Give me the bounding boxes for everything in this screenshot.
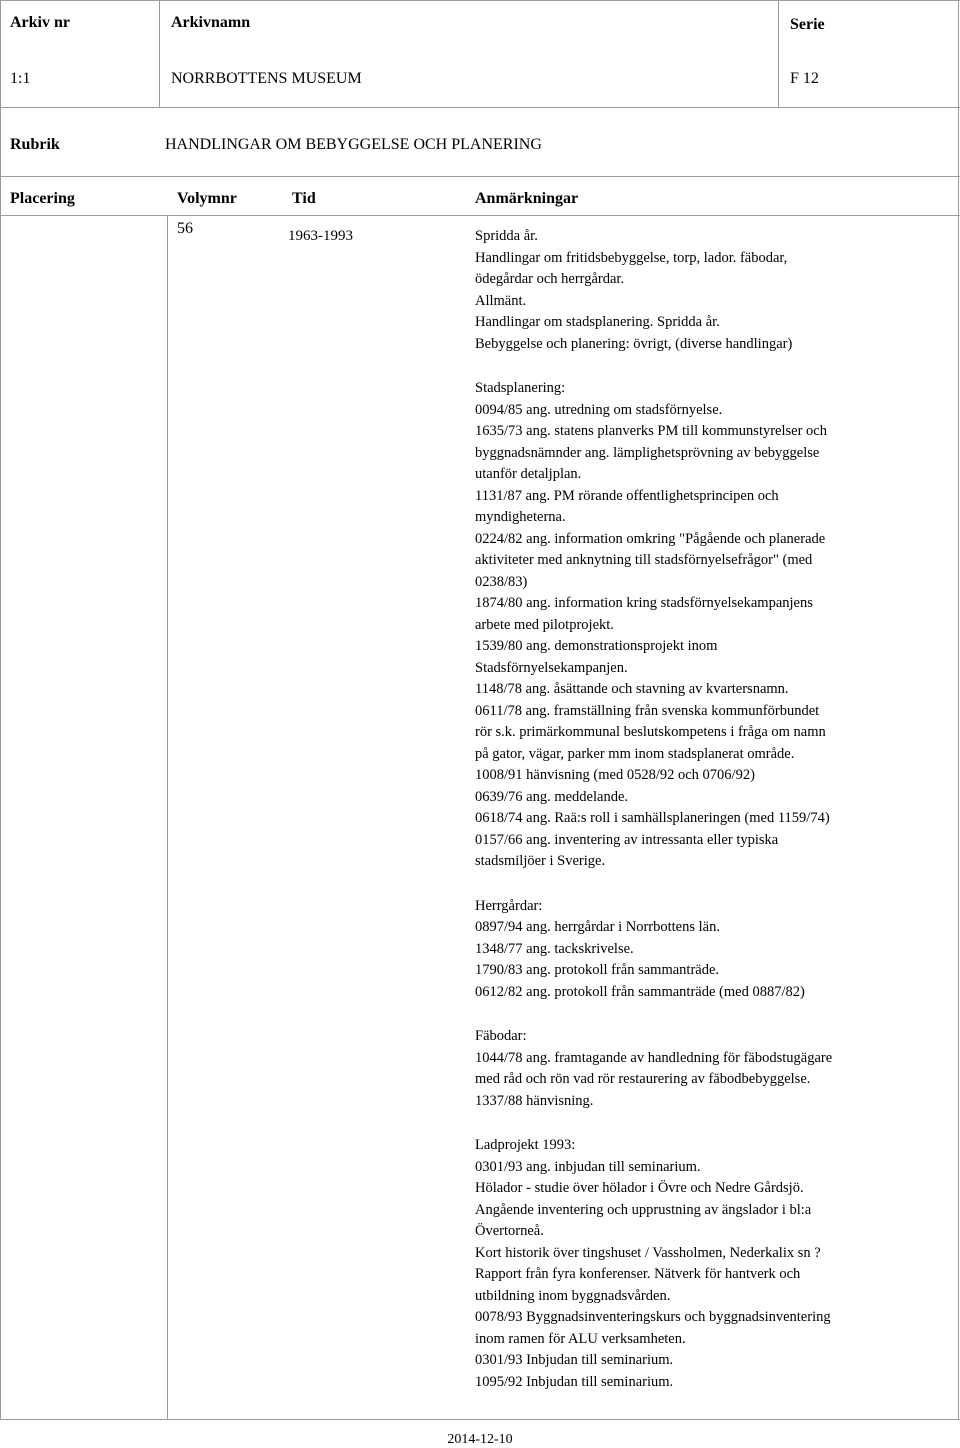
note-line: inom ramen för ALU verksamheten. [475,1330,686,1347]
anmarkningar-column-header: Anmärkningar [475,190,579,207]
note-line: 1790/83 ang. protokoll från sammanträde. [475,962,720,978]
serie-label: Serie [790,16,825,33]
arkivnamn-label: Arkivnamn [171,14,251,31]
arkivnamn-value: NORRBOTTENS MUSEUM [171,70,362,87]
note-line: Handlingar om stadsplanering. Spridda år. [475,314,720,330]
note-line: 0301/93 ang. inbjudan till seminarium. [475,1158,701,1175]
rubrik-label: Rubrik [10,136,60,153]
rubrik-value: HANDLINGAR OM BEBYGGELSE OCH PLANERING [165,136,542,153]
header-row-divider [0,107,960,108]
note-line: Angående inventering och upprustning av ängslador i bl:a [475,1201,812,1218]
note-line: aktiviteter med anknytning till stadsförnyelsefrågor" (med [475,552,813,568]
note-line: 1348/77 ang. tackskrivelse. [475,940,634,957]
notes-spacer [475,355,915,378]
note-line: 1635/73 ang. statens planverks PM till kommunstyrelser och [475,423,827,439]
volymnr-column-header: Volymnr [177,190,237,207]
note-line: Ladprojekt 1993: [475,1137,576,1153]
note-line: 0224/82 ang. information omkring "Pågående och planerade [475,530,826,547]
note-line: 0301/93 Inbjudan till seminarium. [475,1352,674,1368]
note-line: 0078/93 Byggnadsinventeringskurs och byggnadsinventering [475,1309,831,1325]
note-line: 0611/78 ang. framställning från svenska kommunförbundet [475,702,820,719]
note-line: 0639/76 ang. meddelande. [475,788,629,805]
note-line: 1148/78 ang. åsättande och stavning av kvartersnamn. [475,681,789,697]
header-col-divider-1 [159,0,160,108]
note-line: rör s.k. primärkommunal beslutskompetens i fråga om namn [475,724,826,740]
tid-column-header: Tid [292,190,316,207]
note-line: 0612/82 ang. protokoll från sammanträde (med 0887/82) [475,983,805,1000]
note-line: 0094/85 ang. utredning om stadsförnyelse. [475,401,723,418]
note-line: på gator, vägar, parker mm inom stadsplanerat område. [475,745,795,762]
footer-date: 2014-12-10 [447,1432,513,1447]
tid-value: 1963-1993 [288,228,353,244]
placering-column-header: Placering [10,190,75,207]
note-line: Rapport från fyra konferenser. Nätverk för hantverk och [475,1266,801,1282]
note-line: 0897/94 ang. herrgårdar i Norrbottens län. [475,919,720,935]
note-line: 1337/88 hänvisning. [475,1092,594,1109]
note-line: 1044/78 ang. framtagande av handledning för fäbodstugägare [475,1049,833,1066]
note-line: Kort historik över tingshuset / Vassholmen, Nederkalix sn ? [475,1244,821,1261]
volymnr-value: 56 [177,220,193,237]
note-line: utbildning inom byggnadsvården. [475,1287,671,1304]
note-line: Fäbodar: [475,1028,527,1044]
note-line: arbete med pilotprojekt. [475,616,614,633]
note-line: stadsmiljöer i Sverige. [475,853,606,869]
arkiv-nr-value: 1:1 [10,70,31,87]
note-line: Allmänt. [475,292,527,309]
notes-spacer [475,873,915,896]
note-line: Stadsförnyelsekampanjen. [475,659,628,676]
bottom-border [0,1419,960,1420]
note-line: Bebyggelse och planering: övrigt, (diverse handlingar) [475,335,793,352]
note-line: myndigheterna. [475,509,566,525]
note-line: 1874/80 ang. information kring stadsförnyelsekampanjens [475,595,813,611]
rubrik-row-divider [0,176,960,177]
header-col-divider-2 [778,0,779,108]
note-line: Spridda år. [475,228,538,244]
note-line: med råd och rön vad rör restaurering av fäbodbebyggelse. [475,1071,811,1087]
anmarkningar-notes [475,226,915,1393]
arkiv-nr-label: Arkiv nr [10,14,70,31]
top-border [0,0,960,1]
placering-column-divider [167,216,168,1420]
note-line: Handlingar om fritidsbebyggelse, torp, lador. fäbodar, [475,249,788,266]
note-line: Hölador - studie över hölador i Övre och Nedre Gårdsjö. [475,1180,804,1196]
note-line: 1008/91 hänvisning (med 0528/92 och 0706/92) [475,767,755,783]
columns-row-divider [0,215,960,216]
note-line: ödegårdar och herrgårdar. [475,271,625,287]
note-line: 1131/87 ang. PM rörande offentlighetsprincipen och [475,487,779,504]
serie-value: F 12 [790,70,819,87]
note-line: 1539/80 ang. demonstrationsprojekt inom [475,638,718,654]
note-line: byggnadsnämnder ang. lämplighetsprövning av bebyggelse [475,444,820,461]
note-line: Stadsplanering: [475,380,566,396]
note-line: 0238/83) [475,573,528,590]
right-border [958,0,959,1420]
note-line: 0157/66 ang. inventering av intressanta eller typiska [475,831,779,848]
notes-spacer [475,1112,915,1135]
left-border [0,0,1,1420]
notes-spacer [475,1003,915,1026]
note-line: 0618/74 ang. Raä:s roll i samhällsplaneringen (med 1159/74) [475,810,830,826]
note-line: Övertorneå. [475,1223,544,1239]
note-line: utanför detaljplan. [475,466,582,482]
note-line: 1095/92 Inbjudan till seminarium. [475,1373,674,1390]
note-line: Herrgårdar: [475,897,543,914]
